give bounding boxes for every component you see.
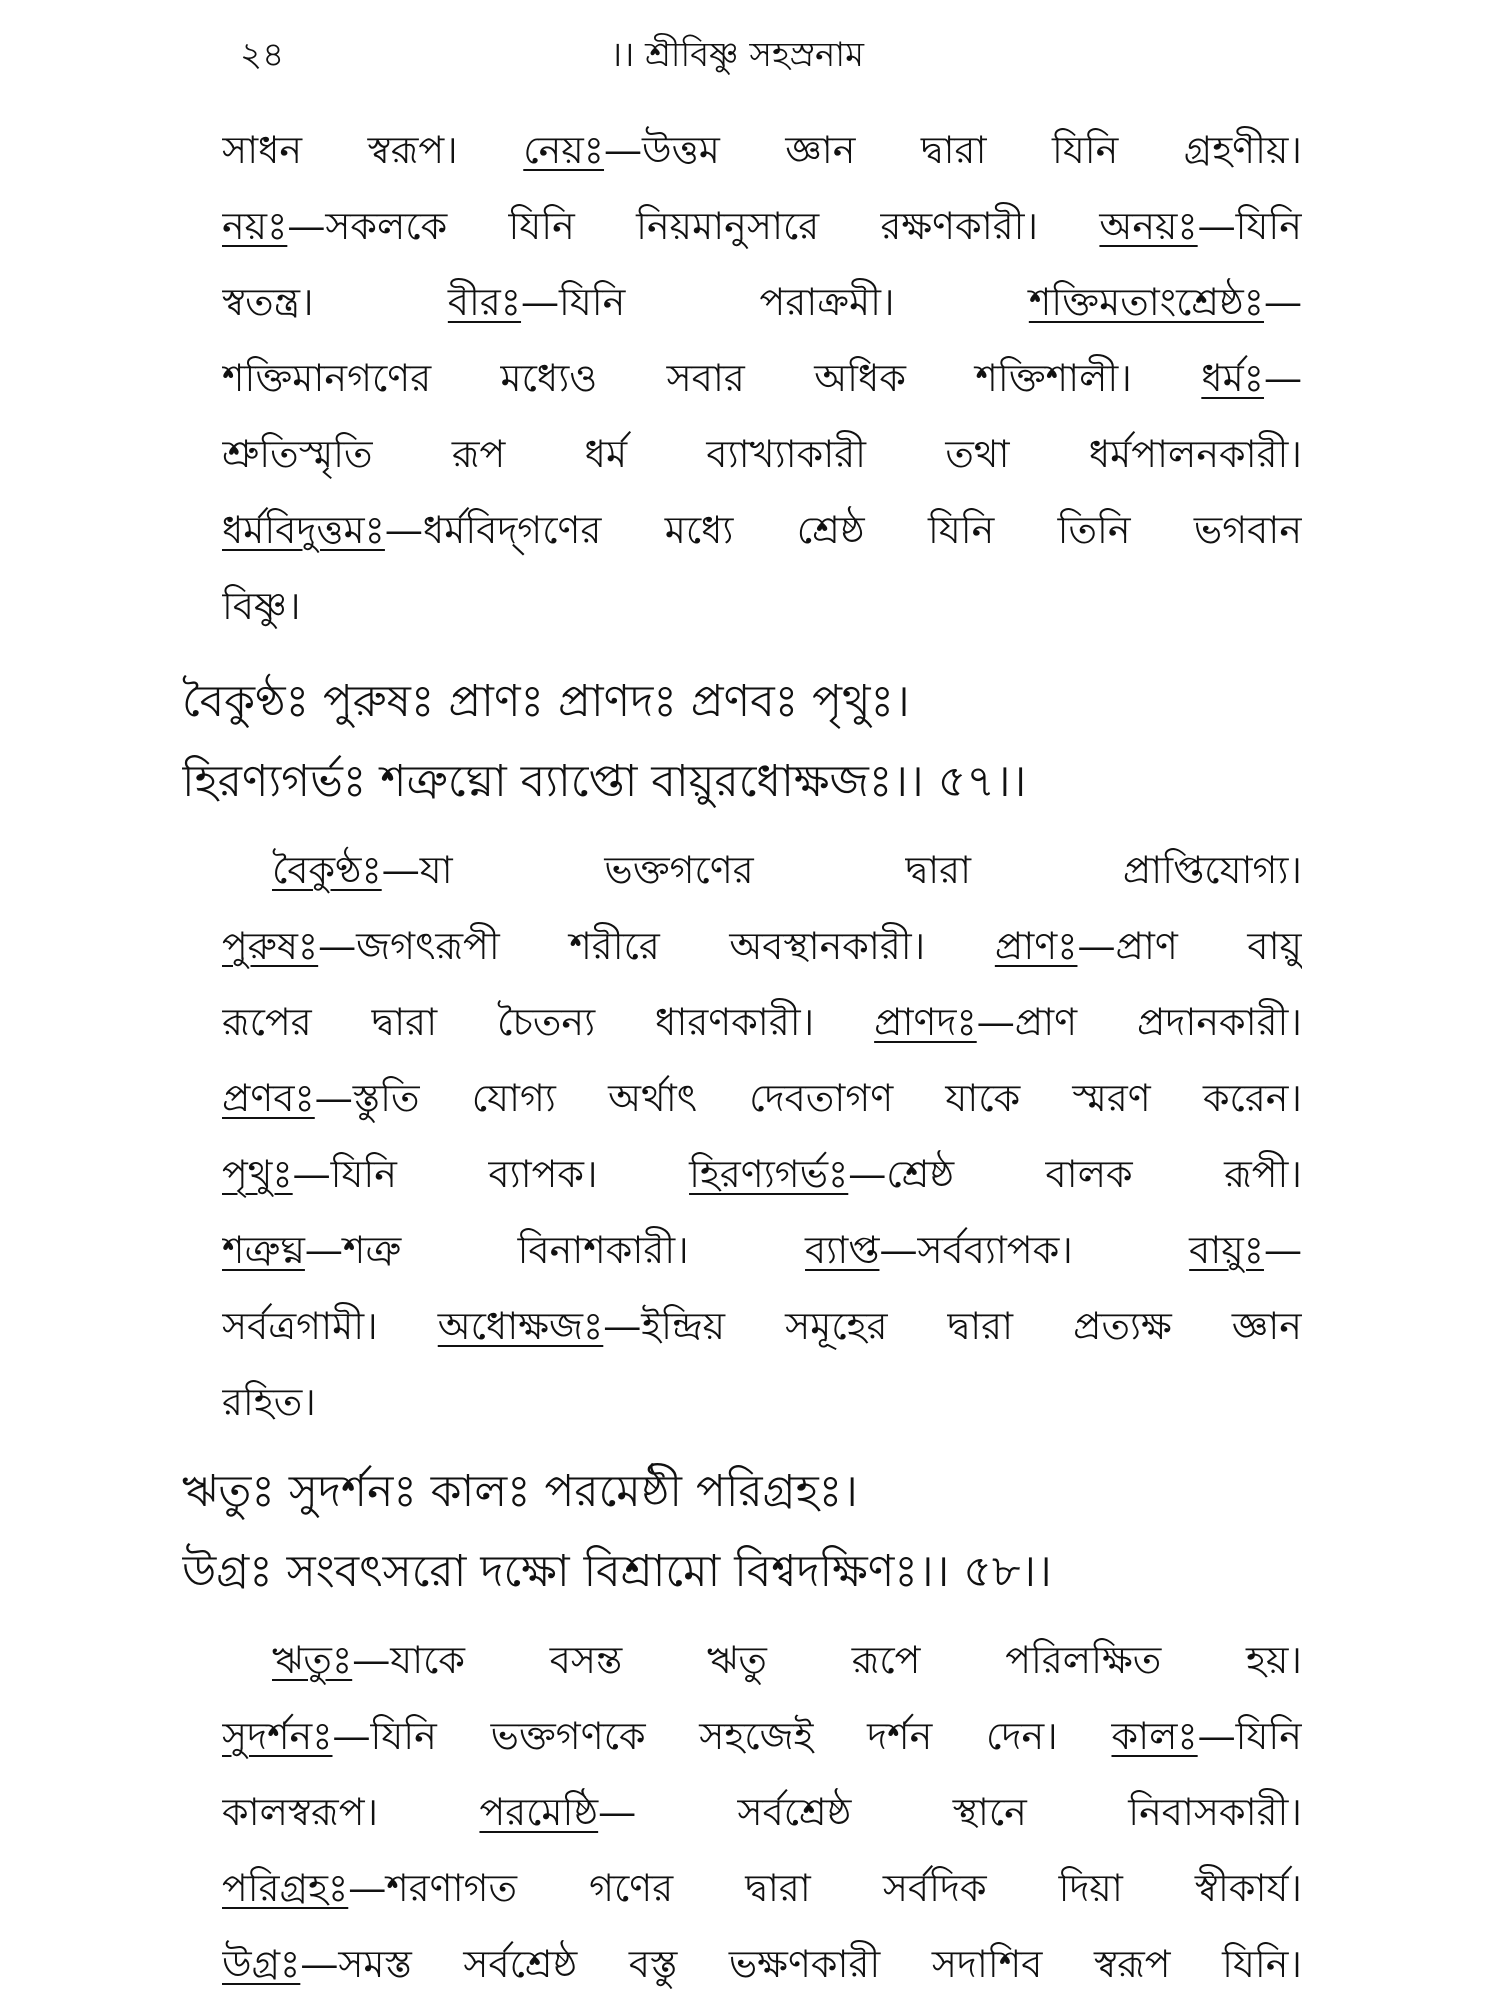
glossary-term: ধর্মবিদুত্তমঃ: [222, 508, 385, 552]
commentary-line: ধর্মবিদুত্তমঃ—ধর্মবিদ্‌গণের মধ্যে শ্রেষ্ঠ যিনি তিনি ভগবান: [222, 508, 1302, 552]
glossary-term: ব্যাপ্ত: [805, 1228, 880, 1272]
commentary-58: [0, 1622, 1500, 2002]
commentary-line: সর্বত্রগামী। অধোক্ষজঃ—ইন্দ্রিয় সমূহের দ্বারা প্রত্যক্ষ জ্ঞান: [222, 1304, 1302, 1348]
commentary-line: পৃথুঃ—যিনি ব্যাপক। হিরণ্যগর্ভঃ—শ্রেষ্ঠ বালক রূপী।: [222, 1152, 1302, 1196]
glossary-term: সুদর্শনঃ: [222, 1714, 333, 1758]
commentary-line: শক্তিমানগণের মধ্যেও সবার অধিক শক্তিশালী। ধর্মঃ—: [222, 356, 1302, 400]
commentary-line: বৈকুণ্ঠঃ—যা ভক্তগণের দ্বারা প্রাপ্তিযোগ্য।: [272, 848, 1302, 892]
glossary-term: অনয়ঃ: [1099, 204, 1198, 248]
commentary-line: সুদর্শনঃ—যিনি ভক্তগণকে সহজেই দর্শন দেন। কালঃ—যিনি: [222, 1714, 1302, 1758]
commentary-line: কালস্বরূপ। পরমেষ্ঠি— সর্বশ্রেষ্ঠ স্থানে নিবাসকারী।: [222, 1790, 1302, 1834]
commentary-line: রহিত।: [222, 1380, 316, 1424]
glossary-term: কালঃ: [1111, 1714, 1198, 1758]
commentary-top: [0, 112, 1500, 644]
glossary-term: অধোক্ষজঃ: [437, 1304, 604, 1348]
glossary-term: উগ্রঃ: [222, 1942, 301, 1986]
commentary-line: নয়ঃ—সকলকে যিনি নিয়মানুসারে রক্ষণকারী। অনয়ঃ—যিনি: [222, 204, 1302, 248]
commentary-line: ঋতুঃ—যাকে বসন্ত ঋতু রূপে পরিলক্ষিত হয়।: [272, 1638, 1302, 1682]
glossary-term: নেয়ঃ: [523, 128, 605, 172]
glossary-term: বৈকুণ্ঠঃ: [272, 848, 382, 892]
glossary-term: বীরঃ: [447, 280, 522, 324]
commentary-line: উগ্রঃ—সমস্ত সর্বশ্রেষ্ঠ বস্তু ভক্ষণকারী সদাশিব স্বরূপ যিনি।: [222, 1942, 1302, 1986]
commentary-line: প্রণবঃ—স্তুতি যোগ্য অর্থাৎ দেবতাগণ যাকে স্মরণ করেন।: [222, 1076, 1302, 1120]
glossary-term: পুরুষঃ: [222, 924, 319, 968]
verse-line: বৈকুণ্ঠঃ পুরুষঃ প্রাণঃ প্রাণদঃ প্রণবঃ পৃথুঃ।: [182, 676, 910, 727]
glossary-term: নয়ঃ: [222, 204, 288, 248]
verse-line: ঋতুঃ সুদর্শনঃ কালঃ পরমেষ্ঠী পরিগ্রহঃ।: [182, 1466, 858, 1517]
commentary-line: শত্রুঘ্ন—শত্রু বিনাশকারী। ব্যাপ্ত—সর্বব্যাপক। বায়ুঃ—: [222, 1228, 1302, 1272]
glossary-term: হিরণ্যগর্ভঃ: [689, 1152, 849, 1196]
glossary-term: পৃথুঃ: [222, 1152, 293, 1196]
commentary-57: [0, 832, 1500, 1440]
glossary-term: শক্তিমতাংশ্রেষ্ঠঃ: [1028, 280, 1264, 324]
glossary-term: পরমেষ্ঠি: [479, 1790, 599, 1834]
commentary-line: রূপের দ্বারা চৈতন্য ধারণকারী। প্রাণদঃ—প্রাণ প্রদানকারী।: [222, 1000, 1302, 1044]
commentary-line: শ্রুতিস্মৃতি রূপ ধর্ম ব্যাখ্যাকারী তথা ধর্মপালনকারী।: [222, 432, 1302, 476]
page-number: ২৪: [240, 35, 285, 75]
glossary-term: প্রণবঃ: [222, 1076, 315, 1120]
glossary-term: ঋতুঃ: [272, 1638, 353, 1682]
commentary-line: স্বতন্ত্র। বীরঃ—যিনি পরাক্রমী। শক্তিমতাংশ্রেষ্ঠঃ—: [222, 280, 1302, 324]
page-header: [230, 30, 1310, 100]
verse-line: হিরণ্যগর্ভঃ শত্রুঘ্নো ব্যাপ্তো বায়ুরধোক্ষজঃ।। ৫৭।।: [182, 756, 1027, 807]
commentary-line: বিষ্ণু।: [222, 584, 301, 628]
verse-57: [0, 662, 1500, 822]
commentary-line: সাধন স্বরূপ। নেয়ঃ—উত্তম জ্ঞান দ্বারা যিনি গ্রহণীয়।: [222, 128, 1302, 172]
glossary-term: ধর্মঃ: [1201, 356, 1264, 400]
running-title: ।। শ্রীবিষ্ণু সহস্রনাম: [610, 35, 865, 75]
commentary-line: পরিগ্রহঃ—শরণাগত গণের দ্বারা সর্বদিক দিয়া স্বীকার্য।: [222, 1866, 1302, 1910]
verse-line: উগ্রঃ সংবৎসরো দক্ষো বিশ্রামো বিশ্বদক্ষিণঃ।। ৫৮।।: [182, 1546, 1052, 1597]
glossary-term: পরিগ্রহঃ: [222, 1866, 349, 1910]
commentary-line: পুরুষঃ—জগৎরূপী শরীরে অবস্থানকারী। প্রাণঃ—প্রাণ বায়ু: [222, 924, 1302, 968]
glossary-term: বায়ুঃ: [1189, 1228, 1264, 1272]
verse-58: [0, 1452, 1500, 1612]
glossary-term: প্রাণদঃ: [874, 1000, 977, 1044]
glossary-term: প্রাণঃ: [994, 924, 1078, 968]
glossary-term: শত্রুঘ্ন: [222, 1228, 305, 1272]
